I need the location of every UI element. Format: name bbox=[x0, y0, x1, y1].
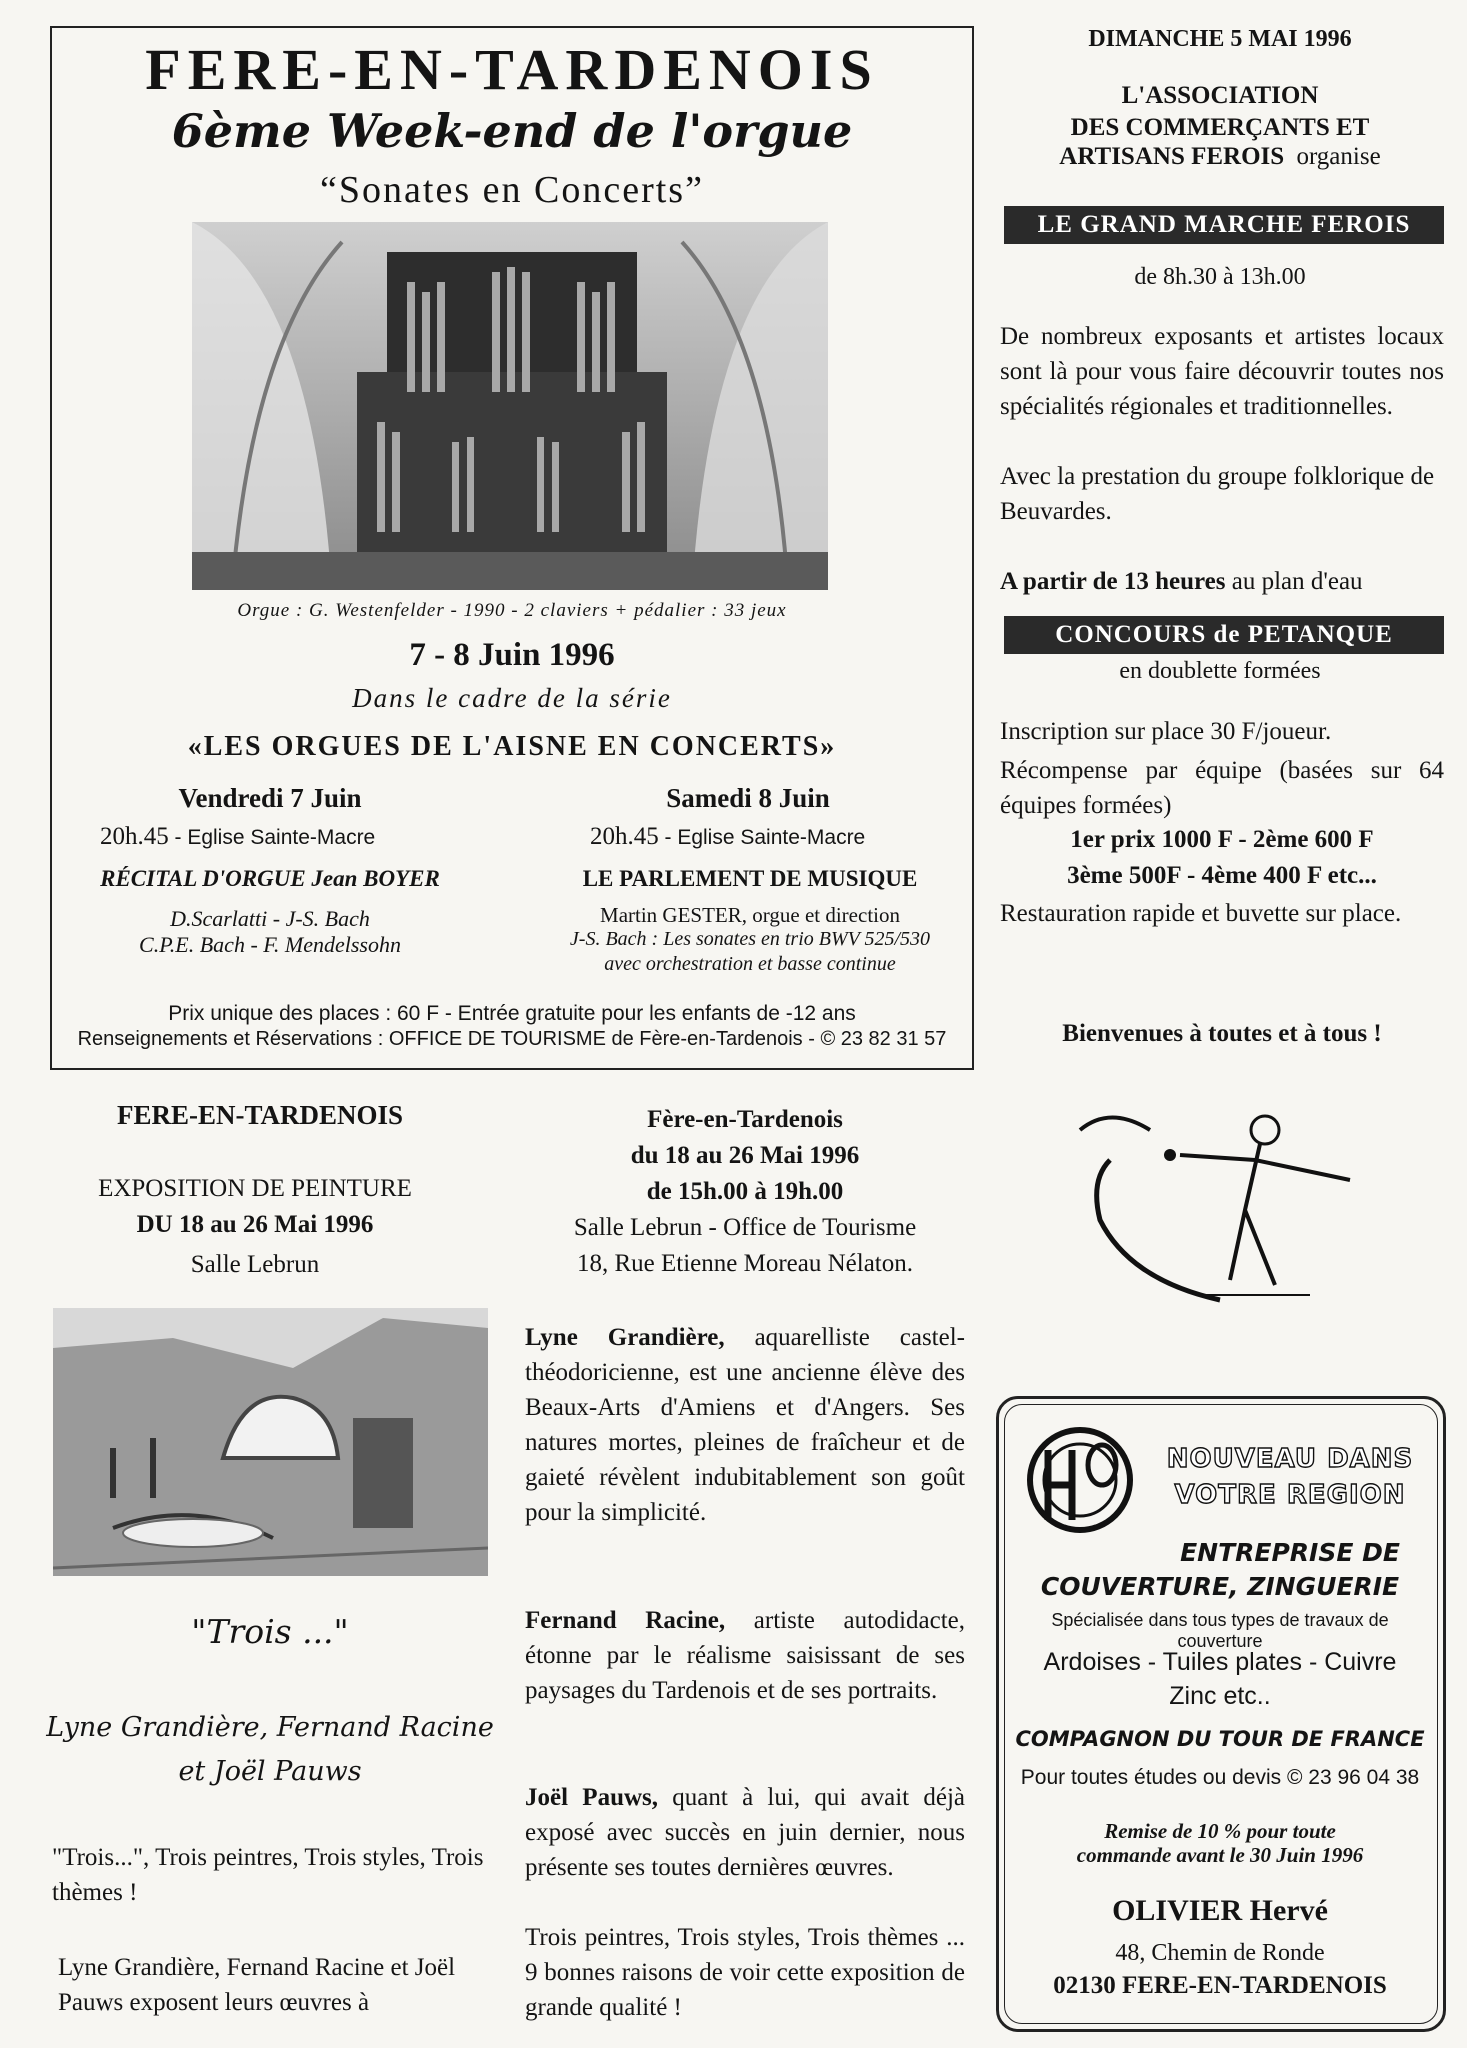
market-org3-suffix: organise bbox=[1296, 143, 1381, 170]
market-org3: ARTISANS FEROIS bbox=[1059, 143, 1285, 170]
painting-photo bbox=[53, 1308, 488, 1576]
market-food: Restauration rapide et buvette sur place. bbox=[1000, 900, 1402, 927]
day2-line1: Martin GESTER, orgue et direction bbox=[600, 903, 900, 927]
concert-town-title: FERE-EN-TARDENOIS bbox=[145, 37, 879, 102]
day2-line2: J-S. Bach : Les sonates en trio BWV 525/530 bbox=[569, 928, 931, 950]
expo-bottom: Lyne Grandière, Fernand Racine et Joël Pauws exposent leurs œuvres à bbox=[58, 1954, 456, 2016]
ad-discount2: commande avant le 30 Juin 1996 bbox=[1076, 1843, 1364, 1867]
petanque-prizes2: 3ème 500F - 4ème 400 F etc... bbox=[1067, 862, 1377, 889]
mid-place2: 18, Rue Etienne Moreau Nélaton. bbox=[576, 1250, 913, 1277]
painter1-paragraph bbox=[525, 1320, 965, 1530]
concert-subtitle: “Sonates en Concerts” bbox=[320, 169, 704, 211]
mid-town: Fère-en-Tardenois bbox=[647, 1106, 843, 1133]
ad-materials1: Ardoises - Tuiles plates - Cuivre bbox=[1043, 1648, 1397, 1676]
expo-venue: Salle Lebrun bbox=[190, 1251, 320, 1278]
market-org1: L'ASSOCIATION bbox=[1121, 82, 1319, 109]
market-afternoon bbox=[1000, 568, 1444, 596]
day2-time: 20h.45 bbox=[590, 823, 659, 850]
ad-specialty: Spécialisée dans tous types de travaux de couverture bbox=[1051, 1610, 1389, 1651]
ad-city: 02130 FERE-EN-TARDENOIS bbox=[1053, 1972, 1387, 1999]
day1-title: RÉCITAL D'ORGUE Jean BOYER bbox=[100, 866, 440, 891]
photo-caption: Orgue : G. Westenfelder - 1990 - 2 claviers + pédalier : 33 jeux bbox=[237, 600, 787, 621]
info-line: Renseignements et Réservations : OFFICE DE TOURISME de Fère-en-Tardenois - © 23 82 31 57 bbox=[77, 1028, 947, 1050]
painter2-name: Fernand Racine, bbox=[525, 1607, 726, 1634]
organ-photo bbox=[192, 222, 828, 590]
painter2-text: artiste autodidacte, étonne par le réalisme saisissant de ses paysages du Tardenois et de ses portraits. bbox=[525, 1607, 965, 1704]
day1-time-place bbox=[100, 823, 500, 851]
market-banner: LE GRAND MARCHE FEROIS bbox=[1004, 206, 1444, 244]
market-description: De nombreux exposants et artistes locaux sont là pour vous faire découvrir toutes nos spécialités régionales et traditionnelles. bbox=[1000, 323, 1444, 420]
market-org3-line bbox=[1000, 143, 1440, 171]
ad-company1: ENTREPRISE DE bbox=[1180, 1538, 1400, 1567]
organ-illustration bbox=[192, 222, 828, 590]
series-name: «LES ORGUES DE L'AISNE EN CONCERTS» bbox=[187, 731, 837, 762]
expo-tagline: "Trois...", Trois peintres, Trois styles, Trois thèmes ! bbox=[52, 1844, 484, 1906]
day1-label: Vendredi 7 Juin bbox=[178, 783, 362, 813]
painter1-text: aquarelliste castel-théodoricienne, est une ancienne élève des Beaux-Arts d'Amiens et d'Angers. Ses natures mortes, pleines de fraîcheur et de gaieté révèlent indubitablement son goût pour la simplicité. bbox=[525, 1324, 965, 1526]
expo-script-title: "Trois ..." bbox=[191, 1612, 349, 1651]
day1-time: 20h.45 bbox=[100, 823, 169, 850]
expo-title1: EXPOSITION DE PEINTURE bbox=[98, 1175, 412, 1202]
day2-title: LE PARLEMENT DE MUSIQUE bbox=[582, 866, 918, 891]
expo-script-names2: et Joël Pauws bbox=[178, 1756, 362, 1787]
day2-place: - Eglise Sainte-Macre bbox=[664, 826, 866, 849]
petanque-inscription: Inscription sur place 30 F/joueur. bbox=[1000, 718, 1332, 745]
series-intro: Dans le cadre de la série bbox=[352, 683, 672, 713]
ad-new1: NOUVEAU DANS bbox=[1166, 1444, 1414, 1474]
petanque-reward: Récompense par équipe (basées sur 64 équipes formées) bbox=[1000, 757, 1444, 819]
company-logo-icon bbox=[1020, 1420, 1140, 1535]
afternoon-time: A partir de 13 heures bbox=[1000, 568, 1226, 595]
ad-materials2: Zinc etc.. bbox=[1169, 1682, 1271, 1710]
day1-place: - Eglise Sainte-Macre bbox=[174, 826, 376, 849]
petanque-doublette: en doublette formées bbox=[1119, 658, 1321, 684]
ad-owner: OLIVIER Hervé bbox=[1112, 1894, 1328, 1927]
ad-address: 48, Chemin de Ronde bbox=[1115, 1940, 1325, 1966]
day1-program2: C.P.E. Bach - F. Mendelssohn bbox=[139, 932, 401, 957]
mid-hours: de 15h.00 à 19h.00 bbox=[646, 1178, 844, 1205]
day2-line3: avec orchestration et basse continue bbox=[604, 953, 896, 975]
concert-dates: 7 - 8 Juin 1996 bbox=[409, 637, 615, 673]
petanque-banner: CONCOURS de PETANQUE bbox=[1004, 616, 1444, 654]
ad-compagnon: COMPAGNON DU TOUR DE FRANCE bbox=[1015, 1727, 1425, 1751]
day1-program1: D.Scarlatti - J-S. Bach bbox=[170, 906, 370, 931]
expo-title2: DU 18 au 26 Mai 1996 bbox=[136, 1211, 374, 1238]
painting-illustration bbox=[53, 1308, 488, 1576]
market-hours: de 8h.30 à 13h.00 bbox=[1134, 264, 1306, 290]
expo-conclusion: Trois peintres, Trois styles, Trois thèmes ... 9 bonnes raisons de voir cette exposition de grande qualité ! bbox=[525, 1924, 965, 2021]
ad-phone: Pour toutes études ou devis © 23 96 04 38 bbox=[1020, 1766, 1420, 1789]
market-folk: Avec la prestation du groupe folklorique de Beuvardes. bbox=[1000, 463, 1435, 525]
petanque-prizes1: 1er prix 1000 F - 2ème 600 F bbox=[1070, 826, 1374, 853]
expo-town: FERE-EN-TARDENOIS bbox=[116, 1100, 404, 1130]
ad-discount1: Remise de 10 % pour toute bbox=[1104, 1819, 1336, 1843]
petanque-player-icon bbox=[1070, 1100, 1390, 1310]
day2-label: Samedi 8 Juin bbox=[666, 783, 830, 813]
mid-place1: Salle Lebrun - Office de Tourisme bbox=[573, 1214, 917, 1241]
painter3-name: Joël Pauws, bbox=[525, 1784, 659, 1811]
market-date: DIMANCHE 5 MAI 1996 bbox=[1088, 26, 1352, 52]
logo-letters bbox=[1030, 1535, 1130, 1536]
painter3-text: quant à lui, qui avait déjà exposé avec succès en juin dernier, nous présente ses toutes dernières œuvres. bbox=[525, 1784, 966, 1881]
day2-time-place bbox=[590, 823, 970, 851]
painter3-paragraph bbox=[525, 1780, 965, 1885]
weekend-title: 6ème Week-end de l'orgue bbox=[171, 104, 853, 158]
expo-script-names1: Lyne Grandière, Fernand Racine bbox=[46, 1712, 494, 1743]
market-welcome: Bienvenues à toutes et à tous ! bbox=[1062, 1020, 1382, 1047]
afternoon-place: au plan d'eau bbox=[1225, 568, 1363, 595]
ad-new2: VOTRE REGION bbox=[1174, 1480, 1406, 1510]
ad-company2: COUVERTURE, ZINGUERIE bbox=[1040, 1572, 1400, 1601]
painter1-name: Lyne Grandière, bbox=[525, 1324, 725, 1351]
painter2-paragraph bbox=[525, 1603, 965, 1708]
market-org2: DES COMMERÇANTS ET bbox=[1070, 114, 1370, 141]
mid-dates: du 18 au 26 Mai 1996 bbox=[630, 1142, 860, 1169]
price-line: Prix unique des places : 60 F - Entrée gratuite pour les enfants de -12 ans bbox=[168, 1002, 856, 1025]
